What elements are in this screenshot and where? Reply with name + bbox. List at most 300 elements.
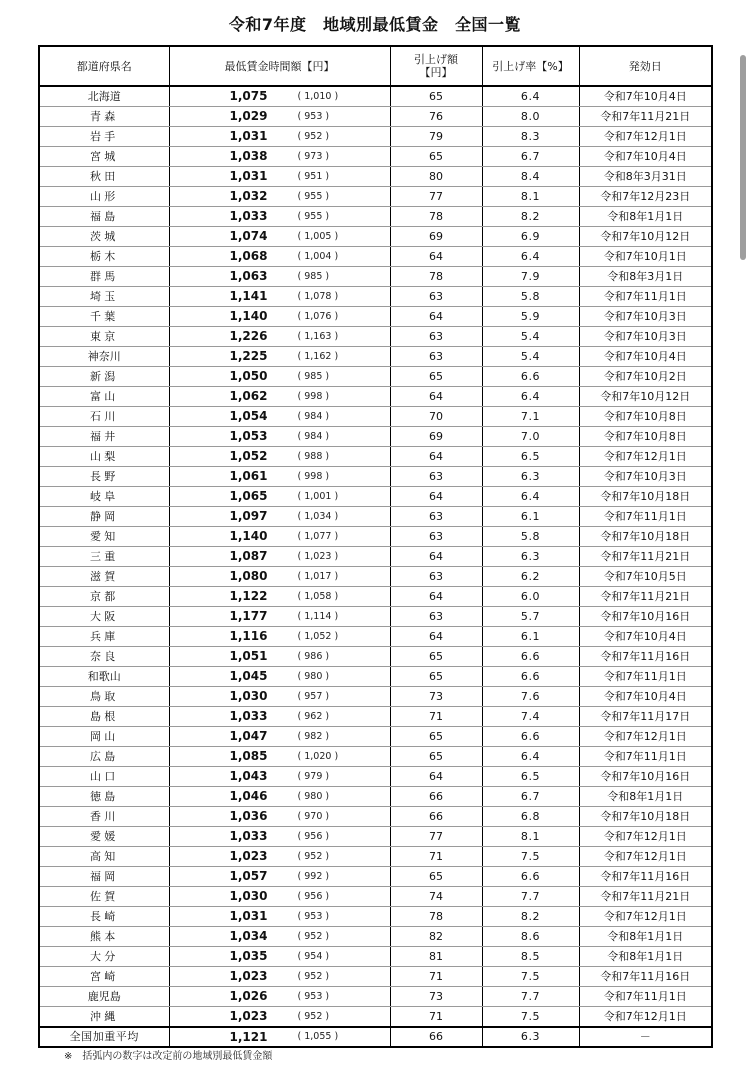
minimum-wage-cell bbox=[169, 727, 390, 747]
prefecture-name: 北海道 bbox=[39, 86, 169, 107]
new-wage-value: 1,141 bbox=[229, 289, 268, 303]
header-raise-amount-line2: 【円】 bbox=[419, 66, 453, 79]
prefecture-name: 群馬 bbox=[39, 267, 169, 287]
previous-wage-value: ( 984 ) bbox=[297, 411, 330, 422]
table-row bbox=[39, 167, 712, 187]
effective-date-cell: 令和7年11月21日 bbox=[579, 587, 712, 607]
table-row bbox=[39, 387, 712, 407]
raise-amount-cell: 71 bbox=[390, 1007, 482, 1028]
table-row bbox=[39, 907, 712, 927]
prefecture-name: 千葉 bbox=[39, 307, 169, 327]
raise-amount-cell: 65 bbox=[390, 727, 482, 747]
prefecture-name: 福井 bbox=[39, 427, 169, 447]
table-row bbox=[39, 107, 712, 127]
raise-amount-cell: 69 bbox=[390, 427, 482, 447]
previous-wage-value: ( 953 ) bbox=[297, 911, 330, 922]
raise-amount-cell: 64 bbox=[390, 307, 482, 327]
new-wage-value: 1,038 bbox=[229, 149, 268, 163]
new-wage-value: 1,116 bbox=[229, 629, 268, 643]
new-wage-value: 1,068 bbox=[229, 249, 268, 263]
table-row bbox=[39, 207, 712, 227]
footnote: ※ 括弧内の数字は改定前の地域別最低賃金額 bbox=[64, 1051, 273, 1062]
effective-date-cell: 令和7年10月4日 bbox=[579, 687, 712, 707]
raise-rate-cell: 6.6 bbox=[482, 367, 579, 387]
raise-rate-cell: 6.4 bbox=[482, 747, 579, 767]
previous-wage-value: ( 998 ) bbox=[297, 391, 330, 402]
new-wage-value: 1,026 bbox=[229, 989, 268, 1003]
effective-date-cell: 令和7年10月4日 bbox=[579, 147, 712, 167]
table-body bbox=[39, 86, 712, 1027]
previous-wage-value: ( 956 ) bbox=[297, 831, 330, 842]
raise-rate-cell: 6.6 bbox=[482, 727, 579, 747]
new-wage-value: 1,063 bbox=[229, 269, 268, 283]
table-row bbox=[39, 787, 712, 807]
raise-rate-cell: 6.8 bbox=[482, 807, 579, 827]
prefecture-name: 高知 bbox=[39, 847, 169, 867]
table-row bbox=[39, 487, 712, 507]
minimum-wage-cell bbox=[169, 427, 390, 447]
effective-date-cell: 令和7年10月3日 bbox=[579, 307, 712, 327]
previous-wage-value: ( 1,078 ) bbox=[297, 291, 339, 302]
raise-rate-cell: 8.4 bbox=[482, 167, 579, 187]
raise-rate-cell: 8.3 bbox=[482, 127, 579, 147]
effective-date-cell: 令和7年11月21日 bbox=[579, 107, 712, 127]
previous-wage-value: ( 980 ) bbox=[297, 791, 330, 802]
previous-wage-value: ( 1,023 ) bbox=[297, 551, 339, 562]
prefecture-name: 青森 bbox=[39, 107, 169, 127]
prefecture-name: 岡山 bbox=[39, 727, 169, 747]
effective-date-cell: 令和7年10月12日 bbox=[579, 387, 712, 407]
new-wage-value: 1,050 bbox=[229, 369, 268, 383]
raise-rate-cell: 5.8 bbox=[482, 287, 579, 307]
previous-wage-value: ( 952 ) bbox=[297, 971, 330, 982]
new-wage-value: 1,225 bbox=[229, 349, 268, 363]
minimum-wage-cell bbox=[169, 647, 390, 667]
minimum-wage-cell bbox=[169, 667, 390, 687]
minimum-wage-cell bbox=[169, 907, 390, 927]
raise-amount-cell: 63 bbox=[390, 347, 482, 367]
minimum-wage-cell bbox=[169, 767, 390, 787]
prefecture-name: 栃木 bbox=[39, 247, 169, 267]
minimum-wage-cell bbox=[169, 867, 390, 887]
raise-rate-cell: 5.4 bbox=[482, 327, 579, 347]
minimum-wage-cell bbox=[169, 187, 390, 207]
raise-amount-cell: 64 bbox=[390, 587, 482, 607]
minimum-wage-cell bbox=[169, 707, 390, 727]
minimum-wage-cell bbox=[169, 86, 390, 107]
raise-rate-cell: 5.9 bbox=[482, 307, 579, 327]
new-wage-value: 1,033 bbox=[229, 829, 268, 843]
prefecture-name: 福島 bbox=[39, 207, 169, 227]
national-average-row bbox=[39, 1027, 712, 1047]
previous-wage-value: ( 988 ) bbox=[297, 451, 330, 462]
minimum-wage-cell bbox=[169, 287, 390, 307]
new-wage-value: 1,030 bbox=[229, 689, 268, 703]
minimum-wage-cell bbox=[169, 147, 390, 167]
effective-date-cell: 令和7年10月12日 bbox=[579, 227, 712, 247]
minimum-wage-cell bbox=[169, 527, 390, 547]
prefecture-name: 和歌山 bbox=[39, 667, 169, 687]
prefecture-name: 長野 bbox=[39, 467, 169, 487]
raise-rate-cell: 6.6 bbox=[482, 867, 579, 887]
raise-amount-cell: 64 bbox=[390, 387, 482, 407]
minimum-wage-cell bbox=[169, 927, 390, 947]
minimum-wage-cell bbox=[169, 967, 390, 987]
prefecture-name: 福岡 bbox=[39, 867, 169, 887]
previous-wage-value: ( 952 ) bbox=[297, 131, 330, 142]
new-wage-value: 1,057 bbox=[229, 869, 268, 883]
new-wage-value: 1,051 bbox=[229, 649, 268, 663]
new-wage-value: 1,023 bbox=[229, 849, 268, 863]
new-wage-value: 1,043 bbox=[229, 769, 268, 783]
new-wage-value: 1,031 bbox=[229, 909, 268, 923]
raise-amount-cell: 63 bbox=[390, 527, 482, 547]
effective-date-cell: 令和7年10月5日 bbox=[579, 567, 712, 587]
new-wage-value: 1,226 bbox=[229, 329, 268, 343]
minimum-wage-cell bbox=[169, 227, 390, 247]
raise-rate-cell: 7.9 bbox=[482, 267, 579, 287]
new-wage-value: 1,023 bbox=[229, 1009, 268, 1023]
new-wage-value: 1,031 bbox=[229, 129, 268, 143]
raise-amount-cell: 65 bbox=[390, 747, 482, 767]
previous-wage-value: ( 951 ) bbox=[297, 171, 330, 182]
raise-rate-cell: 7.6 bbox=[482, 687, 579, 707]
minimum-wage-cell bbox=[169, 327, 390, 347]
minimum-wage-cell bbox=[169, 387, 390, 407]
previous-wage-value: ( 1,077 ) bbox=[297, 531, 339, 542]
prefecture-name: 山形 bbox=[39, 187, 169, 207]
new-wage-value: 1,061 bbox=[229, 469, 268, 483]
table-row bbox=[39, 527, 712, 547]
effective-date-cell: 令和7年10月4日 bbox=[579, 86, 712, 107]
new-wage-value: 1,035 bbox=[229, 949, 268, 963]
table-row bbox=[39, 86, 712, 107]
effective-date-cell: 令和8年1月1日 bbox=[579, 787, 712, 807]
minimum-wage-cell bbox=[169, 267, 390, 287]
minimum-wage-cell bbox=[169, 827, 390, 847]
previous-wage-value: ( 955 ) bbox=[297, 211, 330, 222]
table-row bbox=[39, 967, 712, 987]
raise-rate-cell: 6.9 bbox=[482, 227, 579, 247]
effective-date-cell: 令和7年11月17日 bbox=[579, 707, 712, 727]
raise-amount-cell: 63 bbox=[390, 567, 482, 587]
table-row bbox=[39, 507, 712, 527]
raise-rate-cell: 8.2 bbox=[482, 907, 579, 927]
new-wage-value: 1,036 bbox=[229, 809, 268, 823]
prefecture-name: 宮崎 bbox=[39, 967, 169, 987]
table-row bbox=[39, 467, 712, 487]
raise-rate-cell: 7.7 bbox=[482, 987, 579, 1007]
prefecture-name: 山梨 bbox=[39, 447, 169, 467]
prefecture-name: 新潟 bbox=[39, 367, 169, 387]
raise-amount-cell: 64 bbox=[390, 487, 482, 507]
new-wage-value: 1,054 bbox=[229, 409, 268, 423]
previous-wage-value: ( 982 ) bbox=[297, 731, 330, 742]
minimum-wage-cell bbox=[169, 687, 390, 707]
minimum-wage-cell bbox=[169, 507, 390, 527]
effective-date-cell: 令和7年12月1日 bbox=[579, 1007, 712, 1028]
new-wage-value: 1,031 bbox=[229, 169, 268, 183]
prefecture-name: 秋田 bbox=[39, 167, 169, 187]
raise-amount-cell: 64 bbox=[390, 447, 482, 467]
previous-wage-value: ( 985 ) bbox=[297, 371, 330, 382]
prefecture-name: 沖縄 bbox=[39, 1007, 169, 1028]
previous-wage-value: ( 952 ) bbox=[297, 931, 330, 942]
prefecture-name: 三重 bbox=[39, 547, 169, 567]
previous-wage-value: ( 1,005 ) bbox=[297, 231, 339, 242]
prefecture-name: 徳島 bbox=[39, 787, 169, 807]
minimum-wage-cell bbox=[169, 567, 390, 587]
raise-amount-cell: 66 bbox=[390, 787, 482, 807]
minimum-wage-table bbox=[38, 45, 713, 1048]
prefecture-name: 島根 bbox=[39, 707, 169, 727]
raise-rate-cell: 6.1 bbox=[482, 507, 579, 527]
effective-date-cell: 令和7年10月3日 bbox=[579, 327, 712, 347]
new-wage-value: 1,047 bbox=[229, 729, 268, 743]
previous-wage-value: ( 955 ) bbox=[297, 191, 330, 202]
effective-date-cell: － bbox=[579, 1027, 712, 1047]
raise-rate-cell: 6.4 bbox=[482, 247, 579, 267]
effective-date-cell: 令和7年12月1日 bbox=[579, 727, 712, 747]
minimum-wage-cell bbox=[169, 787, 390, 807]
previous-wage-value: ( 973 ) bbox=[297, 151, 330, 162]
raise-amount-cell: 77 bbox=[390, 187, 482, 207]
raise-rate-cell: 6.7 bbox=[482, 787, 579, 807]
table-row bbox=[39, 707, 712, 727]
previous-wage-value: ( 954 ) bbox=[297, 951, 330, 962]
new-wage-value: 1,140 bbox=[229, 529, 268, 543]
table-row bbox=[39, 367, 712, 387]
table-row bbox=[39, 347, 712, 367]
prefecture-name: 石川 bbox=[39, 407, 169, 427]
new-wage-value: 1,023 bbox=[229, 969, 268, 983]
previous-wage-value: ( 953 ) bbox=[297, 991, 330, 1002]
prefecture-name: 愛知 bbox=[39, 527, 169, 547]
raise-amount-cell: 65 bbox=[390, 667, 482, 687]
raise-amount-cell: 70 bbox=[390, 407, 482, 427]
raise-rate-cell: 6.4 bbox=[482, 487, 579, 507]
previous-wage-value: ( 1,076 ) bbox=[297, 311, 339, 322]
table-row bbox=[39, 547, 712, 567]
raise-rate-cell: 6.4 bbox=[482, 387, 579, 407]
effective-date-cell: 令和7年11月16日 bbox=[579, 967, 712, 987]
prefecture-name: 静岡 bbox=[39, 507, 169, 527]
effective-date-cell: 令和7年10月8日 bbox=[579, 407, 712, 427]
minimum-wage-cell bbox=[169, 747, 390, 767]
raise-rate-cell: 5.7 bbox=[482, 607, 579, 627]
raise-rate-cell: 8.1 bbox=[482, 187, 579, 207]
raise-amount-cell: 64 bbox=[390, 547, 482, 567]
raise-rate-cell: 5.8 bbox=[482, 527, 579, 547]
effective-date-cell: 令和7年10月4日 bbox=[579, 347, 712, 367]
new-wage-value: 1,074 bbox=[229, 229, 268, 243]
raise-amount-cell: 65 bbox=[390, 867, 482, 887]
effective-date-cell: 令和8年1月1日 bbox=[579, 207, 712, 227]
prefecture-name: 岩手 bbox=[39, 127, 169, 147]
raise-rate-cell: 8.0 bbox=[482, 107, 579, 127]
minimum-wage-cell bbox=[169, 107, 390, 127]
raise-amount-cell: 78 bbox=[390, 907, 482, 927]
previous-wage-value: ( 1,114 ) bbox=[297, 611, 339, 622]
prefecture-name: 長崎 bbox=[39, 907, 169, 927]
previous-wage-value: ( 957 ) bbox=[297, 691, 330, 702]
new-wage-value: 1,085 bbox=[229, 749, 268, 763]
previous-wage-value: ( 952 ) bbox=[297, 851, 330, 862]
effective-date-cell: 令和7年12月23日 bbox=[579, 187, 712, 207]
header-raise-amount-line1: 引上げ額 bbox=[414, 53, 458, 66]
prefecture-name: 京都 bbox=[39, 587, 169, 607]
table-row bbox=[39, 407, 712, 427]
effective-date-cell: 令和7年11月21日 bbox=[579, 547, 712, 567]
raise-rate-cell: 7.5 bbox=[482, 1007, 579, 1028]
previous-wage-value: ( 1,052 ) bbox=[297, 631, 339, 642]
minimum-wage-cell bbox=[169, 587, 390, 607]
table-row bbox=[39, 847, 712, 867]
table-row bbox=[39, 427, 712, 447]
effective-date-cell: 令和7年10月1日 bbox=[579, 247, 712, 267]
prefecture-name: 山口 bbox=[39, 767, 169, 787]
minimum-wage-cell bbox=[169, 547, 390, 567]
table-row bbox=[39, 727, 712, 747]
table-row bbox=[39, 587, 712, 607]
effective-date-cell: 令和7年11月1日 bbox=[579, 747, 712, 767]
table-row bbox=[39, 667, 712, 687]
new-wage-value: 1,121 bbox=[229, 1030, 268, 1044]
previous-wage-value: ( 985 ) bbox=[297, 271, 330, 282]
raise-rate-cell: 6.3 bbox=[482, 547, 579, 567]
minimum-wage-cell bbox=[169, 627, 390, 647]
header-minimum-wage: 最低賃金時間額【円】 bbox=[169, 46, 390, 86]
minimum-wage-cell bbox=[169, 847, 390, 867]
prefecture-name: 大阪 bbox=[39, 607, 169, 627]
effective-date-cell: 令和7年10月3日 bbox=[579, 467, 712, 487]
table-row bbox=[39, 807, 712, 827]
raise-amount-cell: 77 bbox=[390, 827, 482, 847]
prefecture-name: 茨城 bbox=[39, 227, 169, 247]
raise-amount-cell: 69 bbox=[390, 227, 482, 247]
raise-rate-cell: 7.5 bbox=[482, 967, 579, 987]
effective-date-cell: 令和8年1月1日 bbox=[579, 947, 712, 967]
raise-amount-cell: 71 bbox=[390, 967, 482, 987]
effective-date-cell: 令和7年10月16日 bbox=[579, 767, 712, 787]
raise-amount-cell: 63 bbox=[390, 287, 482, 307]
minimum-wage-cell bbox=[169, 987, 390, 1007]
previous-wage-value: ( 970 ) bbox=[297, 811, 330, 822]
table-footer bbox=[39, 1027, 712, 1047]
raise-rate-cell: 6.1 bbox=[482, 627, 579, 647]
table-row bbox=[39, 307, 712, 327]
prefecture-name: 宮城 bbox=[39, 147, 169, 167]
table-row bbox=[39, 867, 712, 887]
prefecture-name: 鳥取 bbox=[39, 687, 169, 707]
new-wage-value: 1,053 bbox=[229, 429, 268, 443]
effective-date-cell: 令和7年10月16日 bbox=[579, 607, 712, 627]
table-row bbox=[39, 747, 712, 767]
minimum-wage-cell bbox=[169, 407, 390, 427]
table-row bbox=[39, 887, 712, 907]
table-row bbox=[39, 187, 712, 207]
table-row bbox=[39, 267, 712, 287]
new-wage-value: 1,097 bbox=[229, 509, 268, 523]
minimum-wage-cell bbox=[169, 127, 390, 147]
raise-amount-cell: 63 bbox=[390, 507, 482, 527]
raise-amount-cell: 81 bbox=[390, 947, 482, 967]
new-wage-value: 1,045 bbox=[229, 669, 268, 683]
header-raise-amount bbox=[390, 46, 482, 86]
effective-date-cell: 令和7年10月2日 bbox=[579, 367, 712, 387]
new-wage-value: 1,087 bbox=[229, 549, 268, 563]
prefecture-name: 熊本 bbox=[39, 927, 169, 947]
new-wage-value: 1,052 bbox=[229, 449, 268, 463]
minimum-wage-cell bbox=[169, 247, 390, 267]
raise-rate-cell: 7.7 bbox=[482, 887, 579, 907]
raise-amount-cell: 64 bbox=[390, 247, 482, 267]
table-row bbox=[39, 947, 712, 967]
table-header bbox=[39, 46, 712, 86]
raise-amount-cell: 82 bbox=[390, 927, 482, 947]
raise-rate-cell: 6.6 bbox=[482, 647, 579, 667]
table-row bbox=[39, 1007, 712, 1028]
effective-date-cell: 令和7年11月21日 bbox=[579, 887, 712, 907]
prefecture-name: 滋賀 bbox=[39, 567, 169, 587]
previous-wage-value: ( 998 ) bbox=[297, 471, 330, 482]
previous-wage-value: ( 1,001 ) bbox=[297, 491, 339, 502]
raise-rate-cell: 7.0 bbox=[482, 427, 579, 447]
table-row bbox=[39, 447, 712, 467]
raise-amount-cell: 78 bbox=[390, 267, 482, 287]
table-row bbox=[39, 147, 712, 167]
effective-date-cell: 令和7年10月4日 bbox=[579, 627, 712, 647]
effective-date-cell: 令和7年10月18日 bbox=[579, 807, 712, 827]
prefecture-name: 鹿児島 bbox=[39, 987, 169, 1007]
effective-date-cell: 令和7年10月18日 bbox=[579, 527, 712, 547]
raise-rate-cell: 6.0 bbox=[482, 587, 579, 607]
raise-amount-cell: 64 bbox=[390, 627, 482, 647]
table-row bbox=[39, 127, 712, 147]
effective-date-cell: 令和7年12月1日 bbox=[579, 447, 712, 467]
new-wage-value: 1,029 bbox=[229, 109, 268, 123]
minimum-wage-cell bbox=[169, 947, 390, 967]
effective-date-cell: 令和8年3月31日 bbox=[579, 167, 712, 187]
header-row bbox=[39, 46, 712, 86]
minimum-wage-cell bbox=[169, 367, 390, 387]
raise-rate-cell: 6.2 bbox=[482, 567, 579, 587]
minimum-wage-cell bbox=[169, 307, 390, 327]
raise-amount-cell: 76 bbox=[390, 107, 482, 127]
effective-date-cell: 令和7年12月1日 bbox=[579, 847, 712, 867]
previous-wage-value: ( 956 ) bbox=[297, 891, 330, 902]
new-wage-value: 1,177 bbox=[229, 609, 268, 623]
new-wage-value: 1,033 bbox=[229, 709, 268, 723]
prefecture-name: 全国加重平均 bbox=[39, 1027, 169, 1047]
prefecture-name: 広島 bbox=[39, 747, 169, 767]
table-row bbox=[39, 287, 712, 307]
effective-date-cell: 令和7年10月8日 bbox=[579, 427, 712, 447]
previous-wage-value: ( 1,010 ) bbox=[297, 91, 339, 102]
new-wage-value: 1,122 bbox=[229, 589, 268, 603]
prefecture-name: 愛媛 bbox=[39, 827, 169, 847]
raise-amount-cell: 65 bbox=[390, 367, 482, 387]
header-effective-date: 発効日 bbox=[579, 46, 712, 86]
effective-date-cell: 令和7年11月1日 bbox=[579, 667, 712, 687]
minimum-wage-cell bbox=[169, 447, 390, 467]
raise-amount-cell: 64 bbox=[390, 767, 482, 787]
effective-date-cell: 令和7年11月16日 bbox=[579, 647, 712, 667]
scrollbar-thumb[interactable] bbox=[740, 55, 746, 260]
table-row bbox=[39, 247, 712, 267]
raise-rate-cell: 7.5 bbox=[482, 847, 579, 867]
prefecture-name: 兵庫 bbox=[39, 627, 169, 647]
